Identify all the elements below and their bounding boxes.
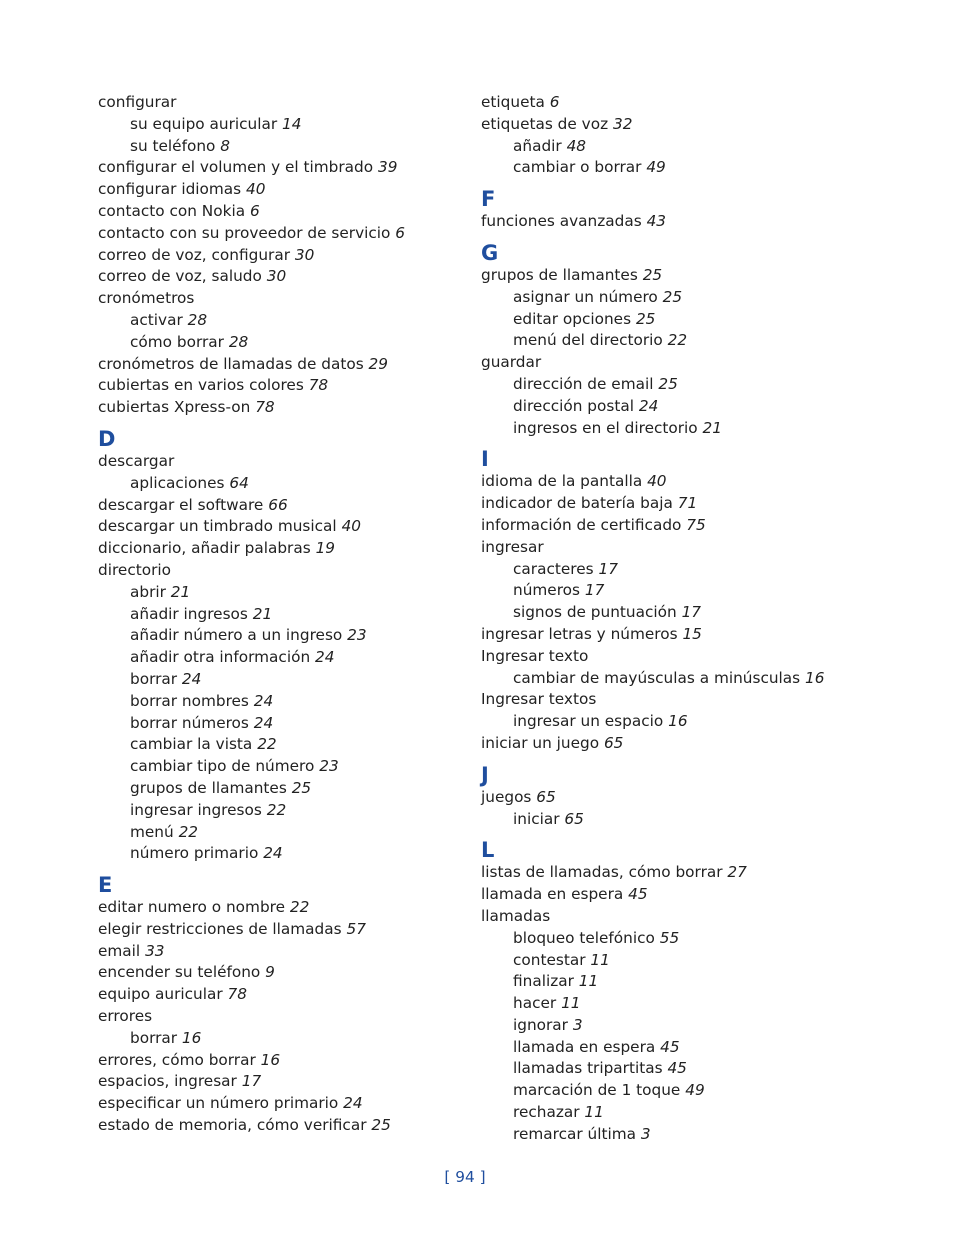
entry-page-ref[interactable]: 25 — [658, 374, 678, 393]
index-entry — [98, 1050, 458, 1072]
entry-term: descargar el software — [98, 495, 264, 514]
entry-page-ref[interactable]: 32 — [612, 114, 633, 133]
entry-page-ref[interactable]: 11 — [584, 1103, 604, 1122]
entry-page-ref[interactable]: 17 — [681, 603, 702, 622]
entry-term: bloqueo telefónico — [513, 928, 655, 947]
index-entry — [481, 787, 921, 809]
entry-term: especificar un número primario — [98, 1094, 339, 1113]
index-entry — [98, 375, 458, 397]
index-column-right — [481, 92, 921, 1146]
entry-term: grupos de llamantes — [481, 265, 638, 284]
entry-page-ref[interactable]: 21 — [702, 418, 723, 437]
entry-page-ref[interactable]: 78 — [227, 985, 247, 1004]
index-entry — [98, 201, 458, 223]
entry-term: contestar — [513, 950, 586, 969]
index-entry — [98, 941, 458, 963]
entry-page-ref[interactable]: 3 — [640, 1124, 651, 1143]
entry-term: email — [98, 941, 141, 960]
index-subentry — [481, 309, 921, 331]
entry-page-ref[interactable]: 24 — [343, 1094, 363, 1113]
index-subentry — [481, 1015, 921, 1037]
entry-page-ref[interactable]: 66 — [268, 495, 288, 514]
entry-term: iniciar — [513, 809, 560, 828]
entry-page-ref[interactable]: 78 — [308, 376, 329, 395]
entry-term: cambiar la vista — [130, 735, 253, 754]
entry-term: dirección de email — [513, 374, 654, 393]
entry-page-ref[interactable]: 24 — [253, 713, 274, 732]
entry-page-ref[interactable]: 24 — [263, 844, 283, 863]
index-entry — [98, 1115, 458, 1137]
entry-term: diccionario, añadir palabras — [98, 539, 311, 558]
entry-term: borrar números — [130, 713, 249, 732]
entry-term: contacto con Nokia — [98, 201, 246, 220]
entry-term: añadir ingresos — [130, 604, 248, 623]
index-subentry — [98, 822, 458, 844]
index-subentry — [98, 136, 458, 158]
entry-term: marcación de 1 toque — [513, 1081, 681, 1100]
entry-page-ref[interactable]: 65 — [603, 733, 624, 752]
index-entry — [481, 906, 921, 928]
entry-term: borrar — [130, 1028, 178, 1047]
entry-term: llamada en espera — [513, 1037, 656, 1056]
entry-term: su equipo auricular — [130, 114, 278, 133]
entry-page-ref[interactable]: 21 — [252, 604, 273, 623]
index-subentry — [98, 310, 458, 332]
entry-page-ref[interactable]: 16 — [805, 668, 825, 687]
entry-term: descargar — [98, 451, 175, 470]
entry-page-ref[interactable]: 65 — [564, 809, 584, 828]
entry-term: ingresar — [481, 537, 544, 556]
index-entry — [481, 471, 921, 493]
entry-term: etiqueta — [481, 93, 545, 111]
index-entry — [98, 538, 458, 560]
entry-term: ingresar ingresos — [130, 800, 262, 819]
entry-term: cómo borrar — [130, 332, 224, 351]
entry-page-ref[interactable]: 22 — [289, 898, 310, 917]
entry-term: cambiar de mayúsculas a minúsculas — [513, 668, 801, 687]
entry-term: contacto con su proveedor de servicio — [98, 223, 391, 242]
index-subentry — [481, 559, 921, 581]
index-subentry — [481, 330, 921, 352]
entry-term: iniciar un juego — [481, 733, 600, 752]
index-subentry — [98, 332, 458, 354]
index-subentry — [98, 843, 458, 865]
entry-page-ref[interactable]: 45 — [667, 1059, 687, 1078]
index-subentry — [98, 669, 458, 691]
entry-term: espacios, ingresar — [98, 1072, 237, 1091]
page-number: [ 94 ] — [444, 1168, 486, 1186]
index-entry — [481, 92, 921, 114]
entry-page-ref[interactable]: 23 — [347, 626, 367, 645]
entry-term: Ingresar textos — [481, 690, 597, 709]
index-subentry — [98, 1028, 458, 1050]
entry-page-ref[interactable]: 22 — [257, 735, 277, 754]
index-entry — [481, 884, 921, 906]
entry-term: hacer — [513, 994, 557, 1013]
entry-term: borrar — [130, 669, 178, 688]
index-entry — [98, 92, 458, 114]
index-subentry — [481, 809, 921, 831]
entry-page-ref[interactable]: 21 — [170, 582, 191, 601]
entry-page-ref[interactable]: 25 — [371, 1116, 391, 1135]
index-entry — [481, 211, 921, 233]
entry-term: estado de memoria, cómo verificar — [98, 1116, 367, 1135]
index-subentry — [98, 604, 458, 626]
entry-term: añadir número a un ingreso — [130, 626, 343, 645]
entry-term: equipo auricular — [98, 985, 223, 1004]
index-entry — [98, 397, 458, 419]
entry-term: editar numero o nombre — [98, 898, 286, 917]
index-subentry — [481, 602, 921, 624]
entry-page-ref[interactable]: 11 — [590, 950, 610, 969]
entry-page-ref[interactable]: 64 — [229, 473, 249, 492]
index-subentry — [98, 473, 458, 495]
entry-page-ref[interactable]: 55 — [659, 928, 680, 947]
entry-term: activar — [130, 310, 183, 329]
entry-page-ref[interactable]: 24 — [181, 669, 202, 688]
index-subentry — [481, 950, 921, 972]
entry-term: remarcar última — [513, 1124, 636, 1143]
entry-page-ref[interactable]: 23 — [319, 757, 339, 776]
index-letter-heading: G — [481, 240, 499, 265]
index-letter-heading: I — [481, 447, 489, 472]
index-subentry — [98, 625, 458, 647]
entry-page-ref[interactable]: 43 — [646, 212, 667, 231]
entry-term: indicador de batería baja — [481, 494, 673, 513]
index-subentry — [481, 374, 921, 396]
entry-page-ref[interactable]: 6 — [249, 201, 260, 220]
entry-page-ref[interactable]: 57 — [346, 919, 366, 938]
index-entry — [481, 352, 921, 374]
index-entry — [481, 265, 921, 287]
index-entry — [98, 962, 458, 984]
entry-term: juegos — [481, 787, 532, 806]
index-letter-heading: F — [481, 187, 496, 212]
entry-term: cambiar tipo de número — [130, 757, 315, 776]
index-entry — [98, 897, 458, 919]
index-subentry — [481, 580, 921, 602]
entry-term: grupos de llamantes — [130, 778, 287, 797]
index-letter-heading: D — [98, 426, 116, 451]
index-subentry — [98, 713, 458, 735]
entry-page-ref[interactable]: 11 — [578, 972, 599, 991]
entry-term: ingresar un espacio — [513, 712, 664, 731]
index-subentry — [481, 136, 921, 158]
entry-page-ref[interactable]: 6 — [395, 223, 406, 242]
entry-page-ref[interactable]: 33 — [145, 941, 165, 960]
entry-term: llamadas tripartitas — [513, 1059, 663, 1078]
index-column-left — [98, 92, 458, 1137]
entry-term: ingresar letras y números — [481, 624, 678, 643]
entry-page-ref[interactable]: 71 — [677, 494, 698, 513]
entry-page-ref[interactable]: 29 — [368, 354, 389, 373]
entry-term: ingresos en el directorio — [513, 418, 698, 437]
entry-page-ref[interactable]: 75 — [686, 515, 706, 534]
entry-page-ref[interactable]: 17 — [584, 581, 605, 600]
entry-term: configurar el volumen y el timbrado — [98, 158, 374, 177]
index-entry — [98, 1071, 458, 1093]
entry-term: su teléfono — [130, 136, 216, 155]
index-subentry — [481, 1037, 921, 1059]
entry-term: menú — [130, 822, 174, 841]
entry-term: editar opciones — [513, 309, 632, 328]
index-subentry — [98, 647, 458, 669]
entry-term: descargar un timbrado musical — [98, 517, 337, 536]
index-entry — [481, 689, 921, 711]
index-entry — [481, 646, 921, 668]
index-subentry — [98, 778, 458, 800]
index-subentry — [481, 287, 921, 309]
entry-term: borrar nombres — [130, 691, 249, 710]
index-entry — [98, 354, 458, 376]
entry-term: errores, cómo borrar — [98, 1050, 256, 1069]
index-subentry — [98, 756, 458, 778]
entry-page-ref[interactable]: 49 — [646, 158, 666, 177]
entry-term: idioma de la pantalla — [481, 472, 643, 491]
entry-term: cronómetros — [98, 289, 195, 308]
entry-term: llamadas — [481, 906, 551, 925]
index-entry — [98, 1093, 458, 1115]
entry-page-ref[interactable]: 17 — [241, 1072, 262, 1091]
entry-page-ref[interactable]: 3 — [572, 1015, 583, 1034]
entry-page-ref[interactable]: 27 — [727, 863, 747, 882]
entry-page-ref[interactable]: 19 — [315, 539, 336, 558]
index-entry — [98, 1006, 458, 1028]
index-entry — [98, 516, 458, 538]
entry-page-ref[interactable]: 15 — [682, 624, 702, 643]
index-entry — [98, 179, 458, 201]
entry-term: abrir — [130, 582, 166, 601]
index-subentry — [98, 691, 458, 713]
index-entry — [98, 560, 458, 582]
index-entry — [98, 495, 458, 517]
entry-term: cubiertas Xpress-on — [98, 398, 251, 417]
entry-term: cronómetros de llamadas de datos — [98, 354, 364, 373]
entry-page-ref[interactable]: 30 — [294, 245, 315, 264]
entry-term: aplicaciones — [130, 473, 225, 492]
entry-page-ref[interactable]: 40 — [246, 180, 266, 199]
entry-page-ref[interactable]: 25 — [642, 265, 663, 284]
entry-page-ref[interactable]: 28 — [187, 310, 208, 329]
entry-term: encender su teléfono — [98, 963, 261, 982]
index-subentry — [481, 668, 921, 690]
entry-term: directorio — [98, 560, 171, 579]
entry-term: signos de puntuación — [513, 603, 677, 622]
index-entry — [481, 515, 921, 537]
entry-page-ref[interactable]: 24 — [315, 648, 335, 667]
entry-page-ref[interactable]: 16 — [260, 1050, 281, 1069]
index-entry — [98, 984, 458, 1006]
entry-term: menú del directorio — [513, 331, 663, 350]
index-subentry — [481, 1058, 921, 1080]
entry-page-ref[interactable]: 49 — [685, 1081, 705, 1100]
entry-page-ref[interactable]: 16 — [668, 712, 688, 731]
entry-term: cambiar o borrar — [513, 158, 642, 177]
index-subentry — [481, 1124, 921, 1146]
entry-term: rechazar — [513, 1103, 580, 1122]
index-subentry — [481, 1080, 921, 1102]
entry-term: información de certificado — [481, 515, 682, 534]
entry-term: elegir restricciones de llamadas — [98, 919, 342, 938]
entry-term: llamada en espera — [481, 885, 624, 904]
index-letter-heading: E — [98, 873, 113, 898]
entry-term: caracteres — [513, 559, 594, 578]
entry-page-ref[interactable]: 28 — [228, 332, 249, 351]
index-subentry — [98, 582, 458, 604]
entry-term: guardar — [481, 353, 542, 372]
entry-term: dirección postal — [513, 396, 634, 415]
entry-page-ref[interactable]: 65 — [536, 787, 556, 806]
index-entry — [98, 245, 458, 267]
index-subentry — [481, 1102, 921, 1124]
entry-page-ref[interactable]: 45 — [628, 885, 648, 904]
index-subentry — [98, 114, 458, 136]
entry-term: número primario — [130, 844, 259, 863]
entry-term: añadir — [513, 136, 562, 155]
entry-term: errores — [98, 1007, 153, 1026]
entry-page-ref[interactable]: 48 — [566, 136, 587, 155]
entry-term: etiquetas de voz — [481, 114, 609, 133]
entry-page-ref[interactable]: 17 — [598, 559, 618, 578]
index-subentry — [481, 971, 921, 993]
index-entry — [481, 537, 921, 559]
entry-page-ref[interactable]: 6 — [549, 93, 560, 111]
entry-term: correo de voz, saludo — [98, 267, 262, 286]
index-letter-heading: J — [481, 762, 489, 787]
entry-page-ref[interactable]: 39 — [377, 158, 398, 177]
entry-page-ref[interactable]: 45 — [660, 1037, 680, 1056]
entry-term: añadir otra información — [130, 648, 311, 667]
index-subentry — [98, 734, 458, 756]
index-subentry — [481, 418, 921, 440]
entry-page-ref[interactable]: 30 — [266, 267, 287, 286]
index-entry — [98, 919, 458, 941]
entry-term: correo de voz, configurar — [98, 245, 290, 264]
entry-page-ref[interactable]: 22 — [178, 822, 199, 841]
entry-page-ref[interactable]: 25 — [662, 287, 683, 306]
entry-page-ref[interactable]: 8 — [220, 136, 231, 155]
index-letter-heading: L — [481, 838, 495, 863]
index-entry — [98, 223, 458, 245]
entry-page-ref[interactable]: 24 — [253, 691, 274, 710]
index-entry — [481, 624, 921, 646]
entry-term: configurar — [98, 93, 177, 111]
entry-term: Ingresar texto — [481, 646, 589, 665]
entry-page-ref[interactable]: 24 — [638, 396, 659, 415]
index-entry — [98, 288, 458, 310]
entry-page-ref[interactable]: 11 — [561, 994, 581, 1013]
index-subentry — [98, 800, 458, 822]
entry-page-ref[interactable]: 14 — [282, 114, 302, 133]
index-entry — [481, 733, 921, 755]
entry-term: configurar idiomas — [98, 180, 242, 199]
index-entry — [98, 451, 458, 473]
entry-term: funciones avanzadas — [481, 212, 642, 231]
entry-page-ref[interactable]: 40 — [341, 517, 362, 536]
entry-page-ref[interactable]: 16 — [181, 1028, 202, 1047]
entry-page-ref[interactable]: 25 — [291, 778, 312, 797]
entry-page-ref[interactable]: 22 — [667, 331, 688, 350]
entry-term: finalizar — [513, 972, 574, 991]
index-entry — [481, 862, 921, 884]
index-subentry — [481, 993, 921, 1015]
index-entry — [98, 157, 458, 179]
entry-page-ref[interactable]: 9 — [265, 963, 275, 982]
index-entry — [481, 493, 921, 515]
entry-term: números — [513, 581, 580, 600]
entry-term: listas de llamadas, cómo borrar — [481, 863, 723, 882]
entry-term: cubiertas en varios colores — [98, 376, 304, 395]
index-subentry — [481, 396, 921, 418]
index-subentry — [481, 157, 921, 179]
entry-term: asignar un número — [513, 287, 658, 306]
entry-page-ref[interactable]: 25 — [635, 309, 656, 328]
index-entry — [481, 114, 921, 136]
index-entry — [98, 266, 458, 288]
entry-page-ref[interactable]: 78 — [255, 398, 275, 417]
entry-term: ignorar — [513, 1015, 568, 1034]
index-subentry — [481, 711, 921, 733]
entry-page-ref[interactable]: 22 — [266, 800, 287, 819]
index-subentry — [481, 928, 921, 950]
entry-page-ref[interactable]: 40 — [647, 472, 667, 491]
